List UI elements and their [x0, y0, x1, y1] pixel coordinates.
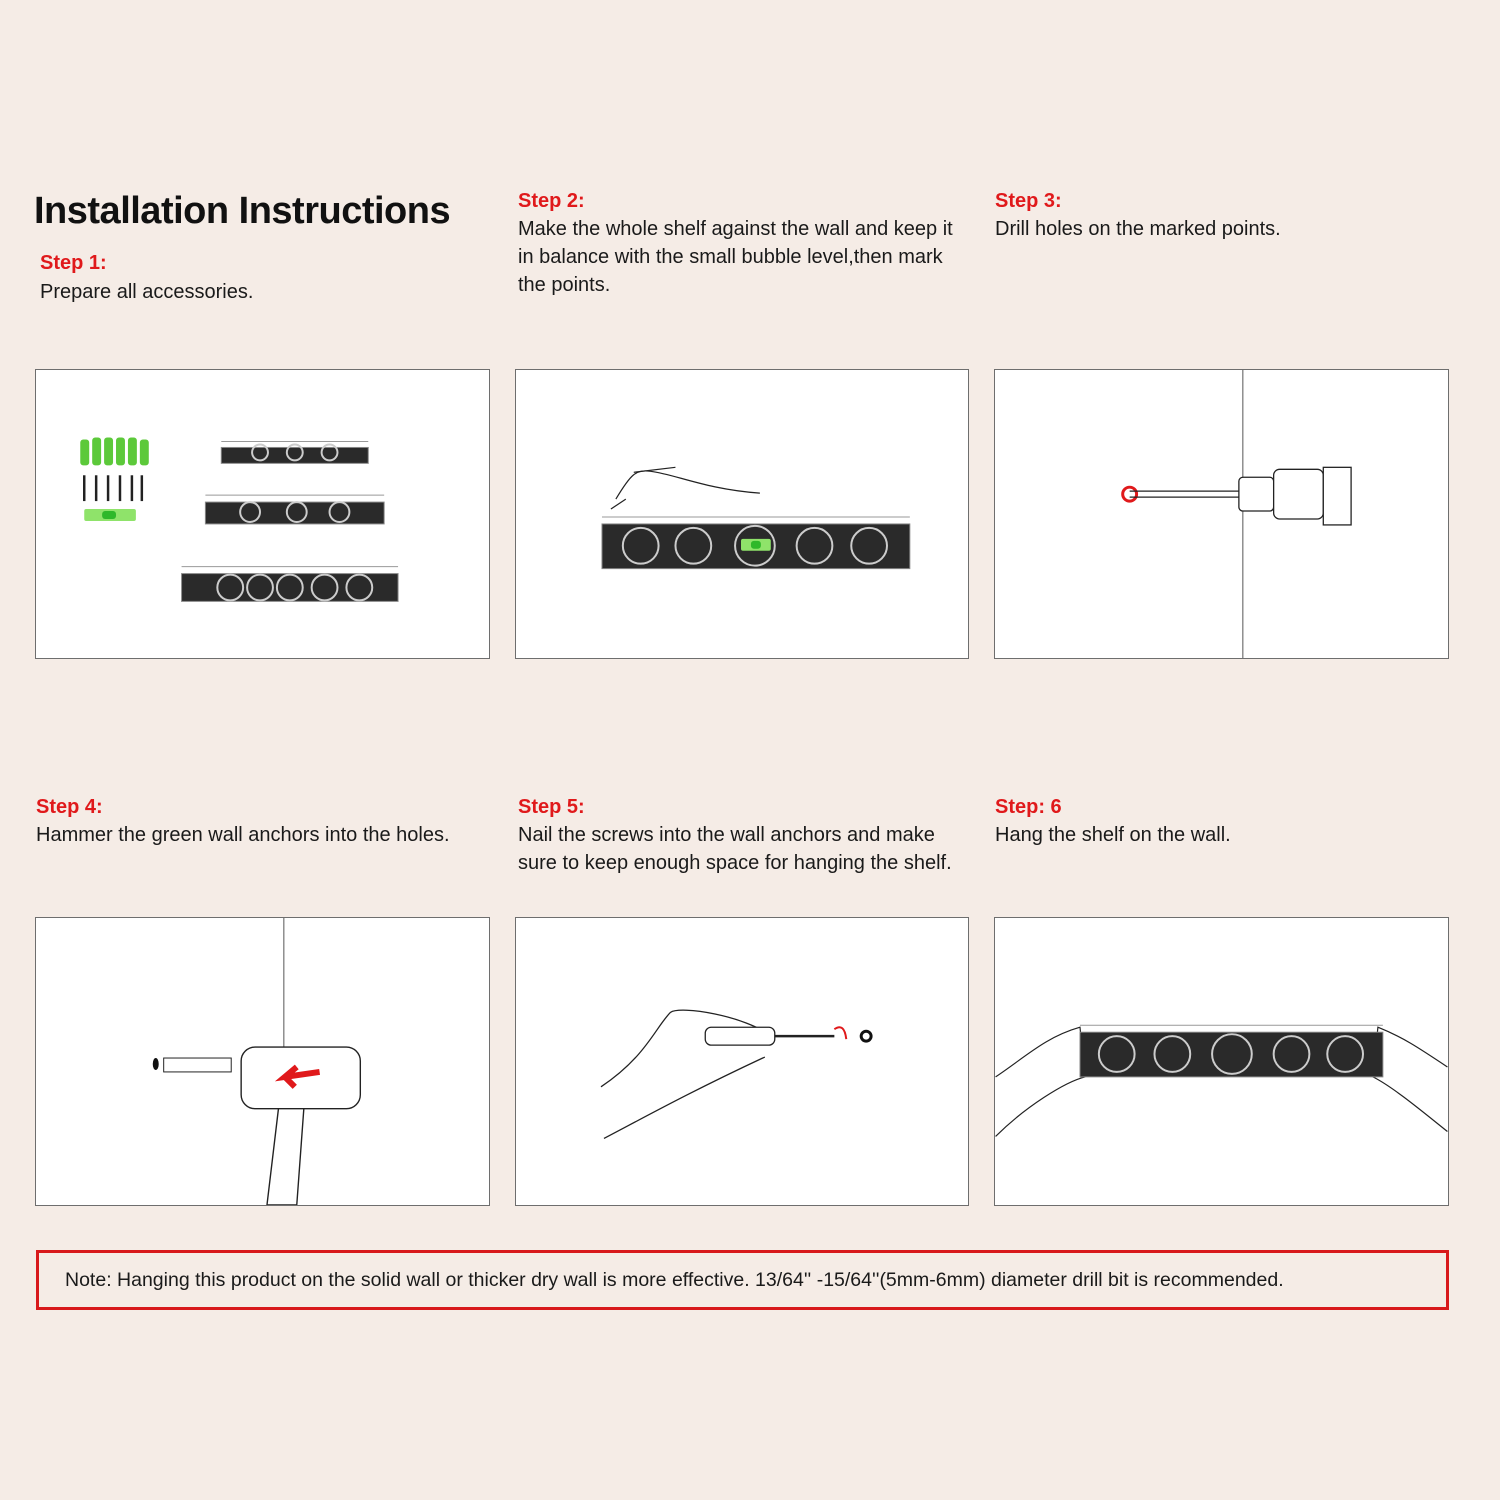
step-3-illustration: [994, 369, 1449, 659]
step-1-text: Prepare all accessories.: [40, 281, 254, 303]
page-title: Installation Instructions: [34, 190, 451, 232]
step-6-illustration: [994, 917, 1449, 1206]
step-2-illustration: [515, 369, 969, 659]
step-4-heading: Step 4:: [36, 796, 103, 818]
hole-icon: [153, 1058, 159, 1070]
shelf-medium-icon: [205, 495, 384, 524]
step-3-text: Drill holes on the marked points.: [995, 218, 1281, 240]
hand-screwdriver-icon: [601, 1010, 834, 1138]
hanging-illustration: [995, 918, 1448, 1205]
drilling-illustration: [995, 370, 1448, 658]
step-5-heading: Step 5:: [518, 796, 585, 818]
step-2-heading: Step 2:: [518, 190, 585, 212]
screwing-illustration: [516, 918, 968, 1205]
anchor-hole-icon: [861, 1031, 871, 1041]
marking-illustration: [516, 370, 968, 658]
wall-anchors-icon: [80, 438, 149, 466]
step-2-text: Make the whole shelf against the wall and keep it in balance with the small bubble level,then mark the points.: [518, 218, 953, 296]
shelf-small-icon: [221, 442, 368, 464]
shelf-with-level-icon: [602, 517, 910, 569]
step-4-text: Hammer the green wall anchors into the holes.: [36, 824, 450, 846]
shelf-large-icon: [182, 567, 398, 602]
shelf-icon: [1080, 1025, 1383, 1077]
drill-icon: [1130, 467, 1351, 525]
step-5-text: Nail the screws into the wall anchors and make sure to keep enough space for hanging the shelf.: [518, 824, 952, 874]
step-6-text: Hang the shelf on the wall.: [995, 824, 1231, 846]
step-1-illustration: [35, 369, 490, 659]
note-text: Note: Hanging this product on the solid wall or thicker dry wall is more effective. 13/64'' -15/64''(5mm-6mm) diameter drill bit is recommended.: [65, 1268, 1284, 1291]
wall-anchor-icon: [164, 1058, 232, 1072]
hammering-illustration: [36, 918, 489, 1205]
step-4-illustration: [35, 917, 490, 1206]
step-5-illustration: [515, 917, 969, 1206]
rotation-arrow-icon: [834, 1027, 846, 1039]
screws-icon: [84, 475, 142, 501]
hammer-icon: [241, 1047, 360, 1205]
step-6-heading: Step: 6: [995, 796, 1062, 818]
note-box: [36, 1250, 1449, 1310]
step-1-heading: Step 1:: [40, 252, 107, 274]
bubble-level-icon: [84, 509, 136, 521]
step-3-heading: Step 3:: [995, 190, 1062, 212]
drill-hole-marker-icon: [1123, 487, 1137, 501]
accessories-illustration: [36, 370, 489, 658]
hand-pencil-icon: [611, 467, 760, 509]
